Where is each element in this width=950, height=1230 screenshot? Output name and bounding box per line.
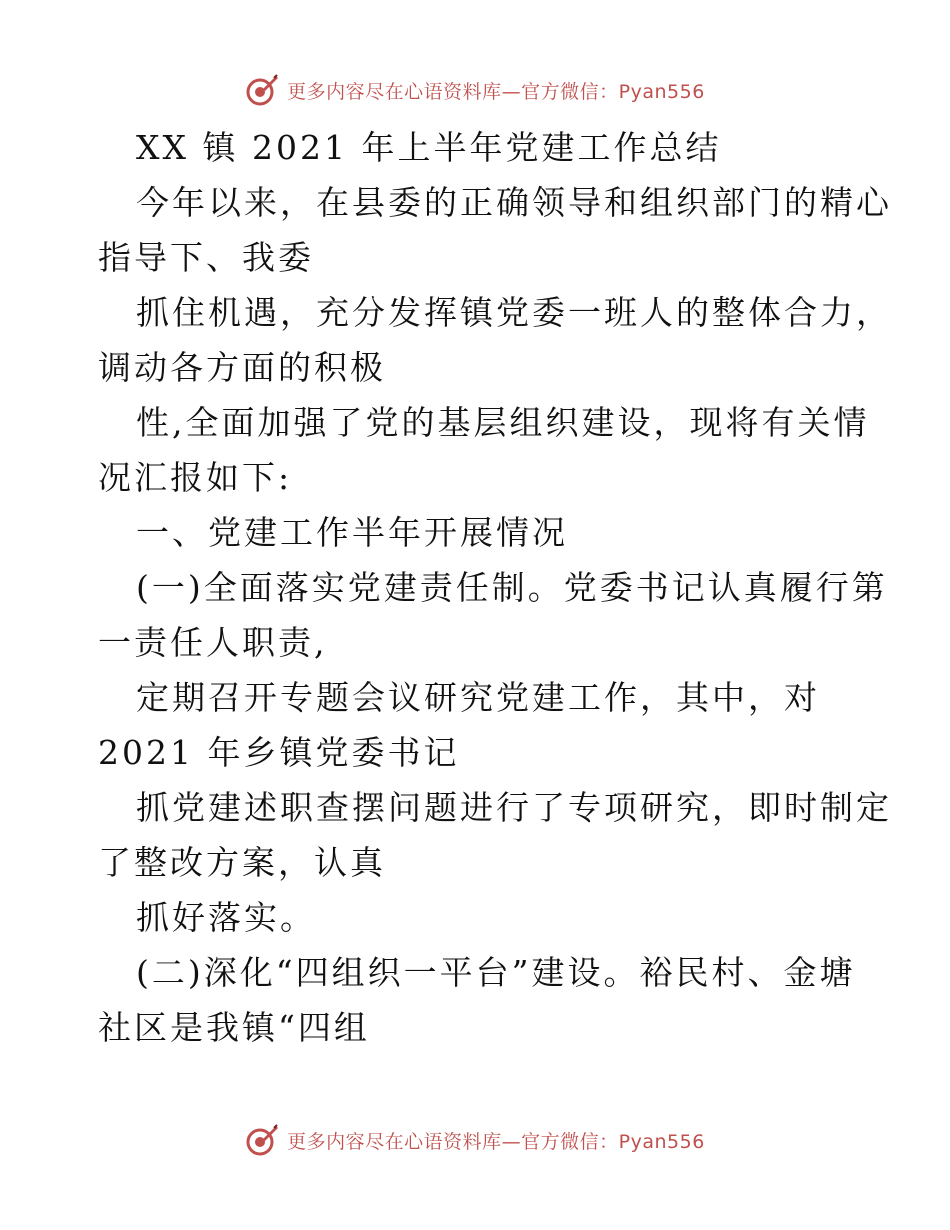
text-line: 一责任人职责, (98, 623, 328, 662)
text-line: 调动各方面的积极 (98, 348, 386, 387)
text-line: 了整改方案，认真 (98, 843, 386, 882)
text-line: 社区是我镇“四组 (98, 1008, 370, 1047)
pen-logo-icon (245, 73, 279, 107)
text-line: 抓住机遇，充分发挥镇党委一班人的整体合力， (136, 293, 892, 332)
text-line: 况汇报如下: (98, 458, 293, 497)
text-line: 抓好落实。 (136, 898, 316, 937)
text-line: 今年以来，在县委的正确领导和组织部门的精心 (136, 183, 892, 222)
text-line: (一)全面落实党建责任制。党委书记认真履行第 (136, 568, 888, 607)
text-line: XX 镇 2021 年上半年党建工作总结 (136, 128, 722, 167)
pen-logo-icon (245, 1123, 279, 1157)
text-line: 指导下、我委 (98, 238, 314, 277)
watermark-text: 更多内容尽在心语资料库—官方微信：Pyan556 (287, 1130, 705, 1153)
text-line: 一、党建工作半年开展情况 (136, 513, 568, 552)
text-line: 抓党建述职查摆问题进行了专项研究，即时制定 (136, 788, 892, 827)
watermark-footer (0, 1120, 950, 1160)
text-line: (二)深化“四组织一平台”建设。裕民村、金塘 (136, 953, 856, 992)
watermark-text: 更多内容尽在心语资料库—官方微信：Pyan556 (287, 80, 705, 103)
document-body (98, 120, 892, 1055)
watermark-header (0, 70, 950, 110)
text-line: 2021 年乡镇党委书记 (98, 733, 460, 772)
text-line: 定期召开专题会议研究党建工作，其中，对 (136, 678, 820, 717)
text-line: 性,全面加强了党的基层组织建设，现将有关情 (136, 403, 870, 442)
